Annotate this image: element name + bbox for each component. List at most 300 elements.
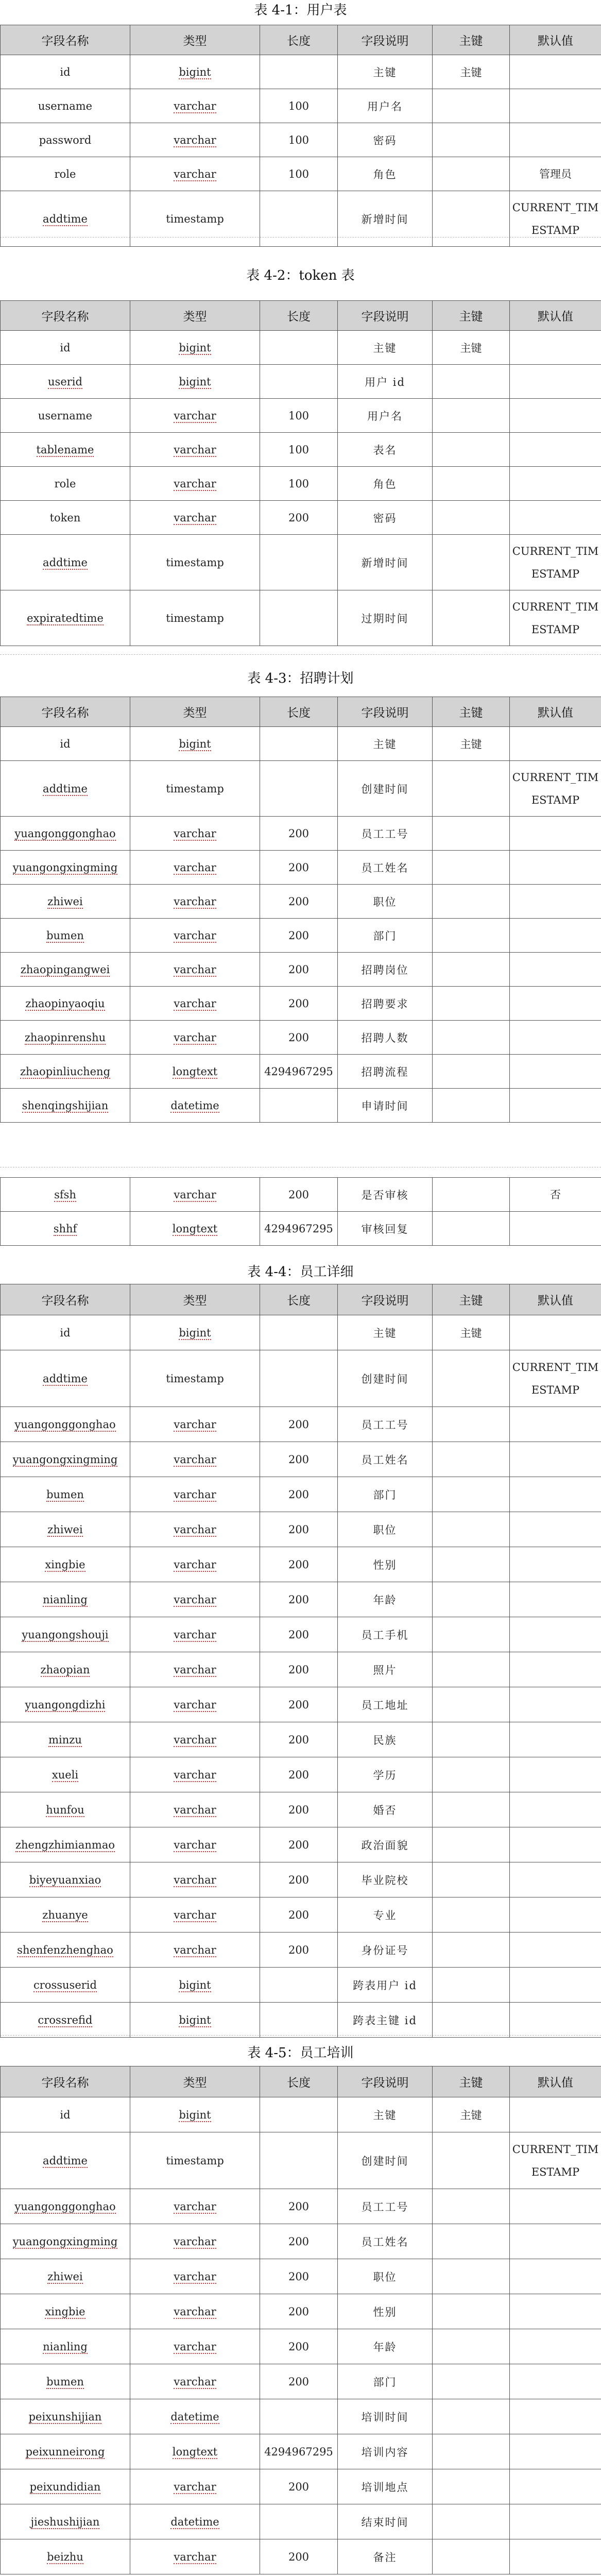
field-type-cell: timestamp (130, 761, 260, 817)
cell-text: xingbie (45, 2305, 85, 2318)
field-name-cell (1, 535, 130, 590)
cell-text: varchar (174, 1698, 216, 1711)
schema-table (0, 1284, 601, 2038)
primary-key-cell (433, 2399, 510, 2434)
field-desc-cell: 主键 (338, 331, 433, 365)
table-row (1, 331, 601, 365)
cell-text: bumen (46, 2375, 84, 2388)
field-name-cell (1, 885, 130, 919)
field-length-cell (260, 365, 338, 399)
field-type-cell (130, 89, 260, 123)
field-type-cell (130, 953, 260, 987)
default-value-cell (510, 89, 601, 123)
cell-text: userid (48, 375, 82, 388)
cell-text: crossrefid (38, 2013, 93, 2026)
table-row (1, 590, 601, 646)
field-name-cell (1, 2434, 130, 2469)
field-desc-cell: 培训时间 (338, 2399, 433, 2434)
column-header: 字段说明 (338, 1284, 433, 1315)
cell-text: shhf (53, 1222, 77, 1235)
cell-text: bigint (179, 341, 211, 354)
field-type-cell (130, 2469, 260, 2504)
field-name-cell (1, 365, 130, 399)
field-name-cell (1, 2224, 130, 2259)
default-value-cell (510, 1687, 601, 1722)
table-row (1, 919, 601, 953)
field-name-cell (1, 2189, 130, 2224)
field-length-cell (260, 331, 338, 365)
field-desc-cell: 身份证号 (338, 1933, 433, 1968)
field-length-cell (260, 1315, 338, 1350)
field-desc-cell: 培训内容 (338, 2434, 433, 2469)
field-length-cell (260, 2132, 338, 2189)
field-desc-cell: 员工工号 (338, 2189, 433, 2224)
field-desc-cell: 学历 (338, 1757, 433, 1792)
primary-key-cell (433, 2434, 510, 2469)
field-type-cell (130, 817, 260, 851)
field-name-cell: role (1, 467, 130, 501)
cell-text: varchar (174, 2375, 216, 2388)
default-value-cell: 管理员 (510, 157, 601, 191)
table-row (1, 1477, 601, 1512)
table-row (1, 2434, 601, 2469)
primary-key-cell (433, 1442, 510, 1477)
default-value-cell (510, 1757, 601, 1792)
cell-text: varchar (174, 1188, 216, 1201)
field-length-cell: 200 (260, 1897, 338, 1933)
field-length-cell: 100 (260, 157, 338, 191)
cell-text: longtext (172, 1222, 218, 1235)
field-type-cell (130, 1178, 260, 1212)
field-type-cell (130, 885, 260, 919)
primary-key-cell (433, 1827, 510, 1862)
field-name-cell (1, 2003, 130, 2038)
column-header: 类型 (130, 2066, 260, 2097)
default-value-cell (510, 433, 601, 467)
field-name-cell: id (1, 727, 130, 761)
primary-key-cell: 主键 (433, 727, 510, 761)
table-row (1, 2539, 601, 2574)
default-value-cell (510, 55, 601, 89)
primary-key-cell (433, 1212, 510, 1246)
column-header: 类型 (130, 301, 260, 331)
default-value-cell (510, 1968, 601, 2003)
column-header: 类型 (130, 1284, 260, 1315)
table-header-row (1, 697, 601, 727)
cell-text: varchar (174, 1031, 216, 1044)
table-header-row (1, 2066, 601, 2097)
column-header: 长度 (260, 25, 338, 55)
table-header-row (1, 25, 601, 55)
primary-key-cell (433, 1617, 510, 1652)
default-value-cell (510, 1722, 601, 1757)
field-name-cell: username (1, 89, 130, 123)
field-name-cell (1, 2132, 130, 2189)
column-header: 字段名称 (1, 301, 130, 331)
cell-text: yuangonggonghao (14, 827, 116, 840)
table-row (1, 2504, 601, 2539)
primary-key-cell (433, 433, 510, 467)
cell-text: varchar (174, 2340, 216, 2353)
column-header: 主键 (433, 2066, 510, 2097)
default-value-cell (510, 1021, 601, 1055)
table-row (1, 1021, 601, 1055)
field-desc-cell: 主键 (338, 1315, 433, 1350)
cell-text: yuangonggonghao (14, 2200, 116, 2213)
table-row (1, 123, 601, 157)
field-desc-cell: 部门 (338, 2364, 433, 2399)
table-row (1, 1512, 601, 1547)
table-row (1, 1055, 601, 1089)
cell-text: bumen (46, 1488, 84, 1501)
cell-text: addtime (43, 1372, 88, 1385)
default-value-cell (510, 1862, 601, 1897)
field-type-cell (130, 1827, 260, 1862)
field-name-cell (1, 1350, 130, 1407)
field-type-cell: timestamp (130, 1350, 260, 1407)
field-length-cell: 200 (260, 885, 338, 919)
field-length-cell (260, 2097, 338, 2132)
cell-text: varchar (174, 1593, 216, 1606)
field-desc-cell: 政治面貌 (338, 1827, 433, 1862)
cell-text: yuangonggonghao (14, 1418, 116, 1431)
field-length-cell: 200 (260, 1617, 338, 1652)
cell-text: shenqingshijian (22, 1099, 109, 1112)
field-type-cell (130, 365, 260, 399)
field-type-cell (130, 1315, 260, 1350)
default-value-cell (510, 1897, 601, 1933)
primary-key-cell (433, 885, 510, 919)
table-row (1, 55, 601, 89)
field-type-cell (130, 1055, 260, 1089)
field-type-cell (130, 727, 260, 761)
table-row (1, 2399, 601, 2434)
field-name-cell (1, 1687, 130, 1722)
field-type-cell (130, 2003, 260, 2038)
page-break-rule (0, 654, 601, 655)
field-type-cell (130, 1477, 260, 1512)
default-value-cell (510, 2224, 601, 2259)
column-header: 主键 (433, 1284, 510, 1315)
primary-key-cell (433, 1089, 510, 1123)
field-length-cell (260, 761, 338, 817)
field-name-cell (1, 1968, 130, 2003)
default-value-cell (510, 987, 601, 1021)
cell-text: expiratedtime (27, 612, 104, 624)
field-name-cell (1, 987, 130, 1021)
field-desc-cell: 招聘流程 (338, 1055, 433, 1089)
field-length-cell: 200 (260, 1757, 338, 1792)
column-header: 字段名称 (1, 1284, 130, 1315)
field-desc-cell: 年龄 (338, 1582, 433, 1617)
primary-key-cell (433, 761, 510, 817)
field-desc-cell: 专业 (338, 1897, 433, 1933)
primary-key-cell (433, 1582, 510, 1617)
default-value-cell (510, 2294, 601, 2329)
field-name-cell (1, 1212, 130, 1246)
column-header: 默认值 (510, 25, 601, 55)
primary-key-cell (433, 467, 510, 501)
field-length-cell: 200 (260, 1582, 338, 1617)
table-row (1, 1757, 601, 1792)
default-value-cell: CURRENT_TIMESTAMP (510, 761, 601, 817)
cell-text: varchar (174, 895, 216, 908)
default-value-cell: CURRENT_TIMESTAMP (510, 2132, 601, 2189)
default-value-cell (510, 1212, 601, 1246)
cell-text: varchar (174, 99, 216, 112)
default-value-cell (510, 1315, 601, 1350)
table-row (1, 953, 601, 987)
cell-text: datetime (170, 1099, 219, 1112)
cell-text: addtime (43, 556, 88, 569)
table-row (1, 1968, 601, 2003)
field-type-cell (130, 467, 260, 501)
field-name-cell (1, 2259, 130, 2294)
default-value-cell (510, 1055, 601, 1089)
cell-text: varchar (174, 963, 216, 976)
cell-text: varchar (174, 2200, 216, 2213)
cell-text: peixunshijian (28, 2410, 102, 2423)
field-type-cell (130, 987, 260, 1021)
default-value-cell (510, 885, 601, 919)
field-desc-cell: 密码 (338, 123, 433, 157)
primary-key-cell (433, 1178, 510, 1212)
column-header: 字段说明 (338, 301, 433, 331)
cell-text: biyeyuanxiao (29, 1873, 101, 1886)
primary-key-cell (433, 191, 510, 247)
field-length-cell (260, 727, 338, 761)
cell-text: bumen (46, 929, 84, 942)
default-value-cell (510, 2469, 601, 2504)
table-row (1, 1933, 601, 1968)
field-length-cell: 200 (260, 1933, 338, 1968)
field-length-cell (260, 1089, 338, 1123)
field-length-cell: 200 (260, 1407, 338, 1442)
cell-text: xueli (51, 1768, 79, 1781)
field-length-cell: 100 (260, 89, 338, 123)
primary-key-cell (433, 2132, 510, 2189)
cell-text: varchar (174, 1943, 216, 1956)
table-row (1, 2469, 601, 2504)
column-header: 字段说明 (338, 25, 433, 55)
default-value-cell (510, 1477, 601, 1512)
default-value-cell: CURRENT_TIMESTAMP (510, 191, 601, 247)
cell-text: datetime (170, 2515, 219, 2528)
cell-text: varchar (174, 477, 216, 490)
field-name-cell (1, 2504, 130, 2539)
cell-text: bigint (179, 2013, 211, 2026)
table-row (1, 433, 601, 467)
cell-text: varchar (174, 1523, 216, 1536)
default-value-cell (510, 2364, 601, 2399)
primary-key-cell (433, 1021, 510, 1055)
field-type-cell (130, 1652, 260, 1687)
primary-key-cell (433, 1350, 510, 1407)
field-desc-cell: 职位 (338, 1512, 433, 1547)
cell-text: varchar (174, 1453, 216, 1466)
default-value-cell (510, 1407, 601, 1442)
primary-key-cell (433, 1722, 510, 1757)
default-value-cell (510, 399, 601, 433)
primary-key-cell (433, 817, 510, 851)
primary-key-cell (433, 157, 510, 191)
field-length-cell: 200 (260, 851, 338, 885)
field-name-cell: id (1, 55, 130, 89)
table-row (1, 851, 601, 885)
field-name-cell (1, 953, 130, 987)
table-row (1, 1212, 601, 1246)
column-header: 字段名称 (1, 2066, 130, 2097)
field-length-cell (260, 2003, 338, 2038)
field-desc-cell: 员工姓名 (338, 2224, 433, 2259)
field-desc-cell: 员工工号 (338, 1407, 433, 1442)
schema-table (0, 300, 601, 646)
field-desc-cell: 主键 (338, 727, 433, 761)
field-desc-cell: 员工姓名 (338, 851, 433, 885)
table-row (1, 2329, 601, 2364)
default-value-cell (510, 123, 601, 157)
cell-text: minzu (48, 1733, 82, 1746)
field-type-cell (130, 2097, 260, 2132)
primary-key-cell: 主键 (433, 331, 510, 365)
table-row (1, 1792, 601, 1827)
table-row (1, 761, 601, 817)
field-type-cell (130, 2329, 260, 2364)
field-name-cell (1, 1862, 130, 1897)
field-length-cell: 200 (260, 817, 338, 851)
field-type-cell (130, 1792, 260, 1827)
field-type-cell (130, 919, 260, 953)
default-value-cell (510, 501, 601, 535)
field-type-cell (130, 1722, 260, 1757)
table-row (1, 817, 601, 851)
primary-key-cell (433, 919, 510, 953)
primary-key-cell: 主键 (433, 1315, 510, 1350)
field-type-cell (130, 399, 260, 433)
cell-text: bigint (179, 65, 211, 78)
field-length-cell (260, 1350, 338, 1407)
default-value-cell (510, 1442, 601, 1477)
default-value-cell (510, 727, 601, 761)
schema-table (0, 2066, 601, 2574)
cell-text: zhaopinliucheng (20, 1065, 111, 1078)
field-name-cell (1, 2329, 130, 2364)
field-desc-cell: 跨表用户 id (338, 1968, 433, 2003)
cell-text: zhuanye (42, 1908, 88, 1921)
primary-key-cell (433, 123, 510, 157)
default-value-cell: CURRENT_TIMESTAMP (510, 590, 601, 646)
field-length-cell: 200 (260, 1652, 338, 1687)
table-row (1, 1089, 601, 1123)
primary-key-cell (433, 1757, 510, 1792)
primary-key-cell (433, 1477, 510, 1512)
schema-table (0, 1177, 601, 1246)
field-type-cell (130, 2189, 260, 2224)
default-value-cell (510, 1512, 601, 1547)
primary-key-cell (433, 1897, 510, 1933)
field-name-cell (1, 191, 130, 247)
cell-text: varchar (174, 997, 216, 1010)
default-value-cell (510, 365, 601, 399)
field-desc-cell: 创建时间 (338, 761, 433, 817)
field-desc-cell: 审核回复 (338, 1212, 433, 1246)
field-desc-cell: 申请时间 (338, 1089, 433, 1123)
default-value-cell (510, 1582, 601, 1617)
cell-text: shenfenzhenghao (17, 1943, 113, 1956)
cell-text: bigint (179, 1326, 211, 1339)
field-name-cell (1, 1547, 130, 1582)
table-row (1, 1652, 601, 1687)
cell-text: yuangongxingming (12, 1453, 118, 1466)
field-length-cell: 200 (260, 1862, 338, 1897)
field-length-cell: 200 (260, 953, 338, 987)
field-desc-cell: 创建时间 (338, 2132, 433, 2189)
default-value-cell: CURRENT_TIMESTAMP (510, 535, 601, 590)
table-row (1, 1827, 601, 1862)
cell-text: varchar (174, 443, 216, 456)
field-name-cell (1, 2469, 130, 2504)
column-header: 默认值 (510, 2066, 601, 2097)
field-desc-cell: 毕业院校 (338, 1862, 433, 1897)
field-length-cell (260, 55, 338, 89)
cell-text: nianling (43, 2340, 88, 2353)
field-type-cell (130, 1862, 260, 1897)
cell-text: varchar (174, 1488, 216, 1501)
default-value-cell (510, 1652, 601, 1687)
field-desc-cell: 职位 (338, 2259, 433, 2294)
table-row (1, 535, 601, 590)
field-desc-cell: 用户 id (338, 365, 433, 399)
cell-text: varchar (174, 2270, 216, 2283)
cell-text: yuangongdizhi (25, 1698, 106, 1711)
field-name-cell: id (1, 331, 130, 365)
cell-text: zhaopinyaoqiu (25, 997, 105, 1010)
table-caption: 表 4-5：员工培训 (247, 2045, 354, 2061)
column-header: 长度 (260, 697, 338, 727)
cell-text: varchar (174, 1873, 216, 1886)
cell-text: zhaopingangwei (20, 963, 110, 976)
field-length-cell: 200 (260, 1687, 338, 1722)
field-type-cell: timestamp (130, 191, 260, 247)
field-type-cell (130, 2224, 260, 2259)
field-name-cell (1, 1582, 130, 1617)
field-name-cell (1, 1722, 130, 1757)
field-name-cell (1, 851, 130, 885)
field-desc-cell: 是否审核 (338, 1178, 433, 1212)
field-length-cell: 4294967295 (260, 1212, 338, 1246)
field-length-cell: 200 (260, 2364, 338, 2399)
cell-text: xingbie (45, 1558, 85, 1571)
field-name-cell (1, 1933, 130, 1968)
field-length-cell: 200 (260, 501, 338, 535)
cell-text: peixundidian (29, 2480, 101, 2493)
cell-text: yuangongshouji (22, 1628, 109, 1641)
field-name-cell: password (1, 123, 130, 157)
field-length-cell: 200 (260, 2294, 338, 2329)
field-length-cell (260, 535, 338, 590)
field-desc-cell: 新增时间 (338, 191, 433, 247)
field-type-cell (130, 1547, 260, 1582)
field-desc-cell: 跨表主键 id (338, 2003, 433, 2038)
field-type-cell (130, 2399, 260, 2434)
field-length-cell: 200 (260, 1792, 338, 1827)
field-name-cell (1, 1897, 130, 1933)
field-desc-cell: 性别 (338, 2294, 433, 2329)
column-header: 字段名称 (1, 697, 130, 727)
column-header: 类型 (130, 25, 260, 55)
field-name-cell (1, 1021, 130, 1055)
field-desc-cell: 员工地址 (338, 1687, 433, 1722)
